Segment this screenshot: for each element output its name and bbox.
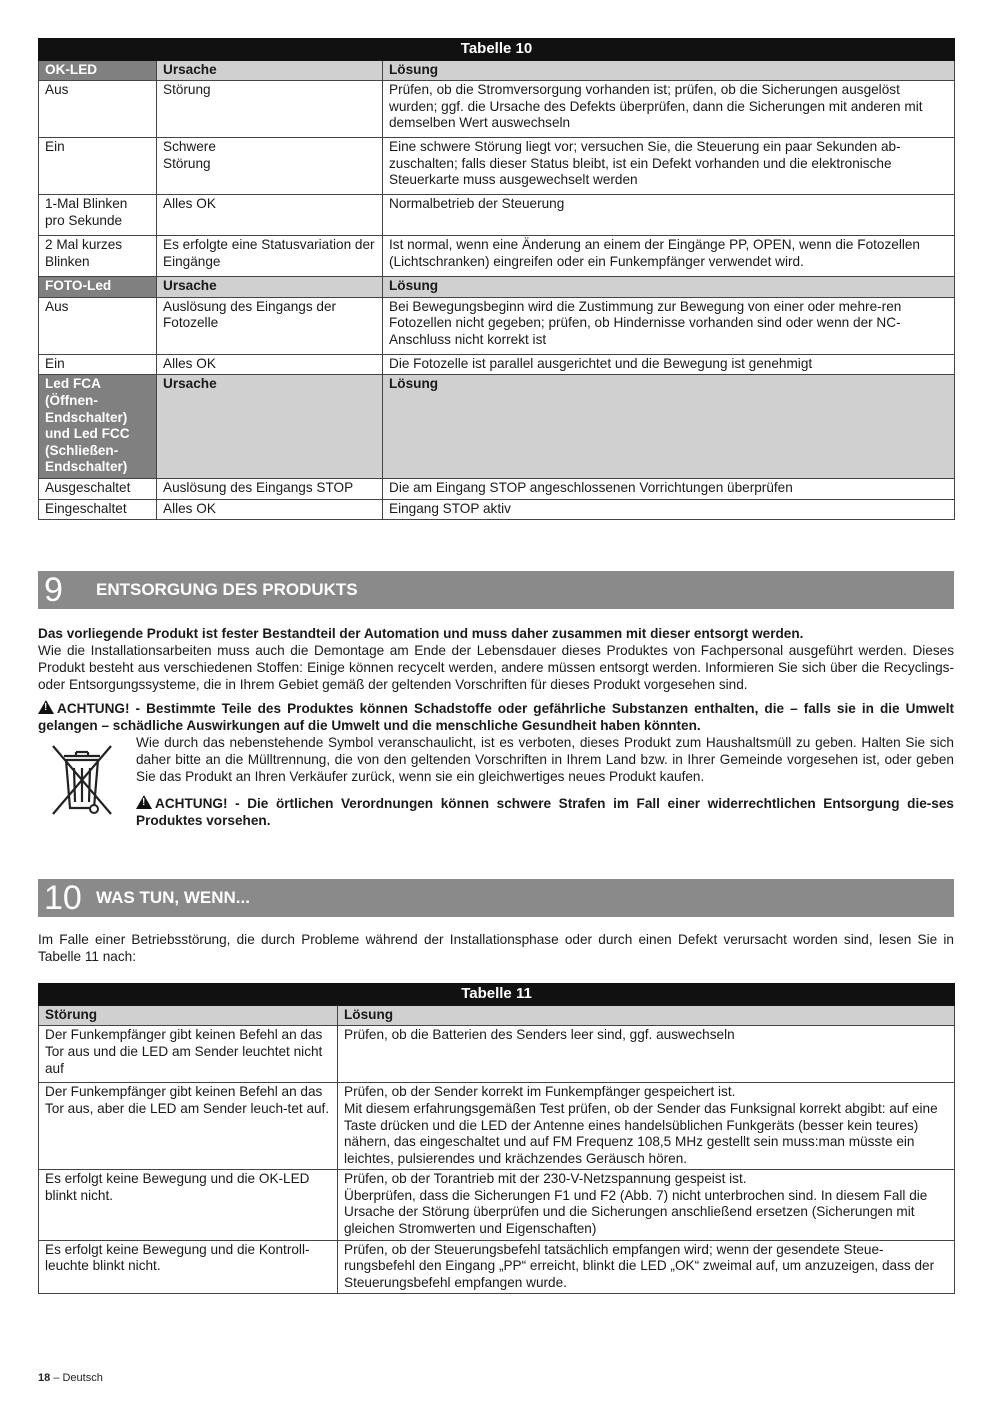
table-header-row [39, 375, 955, 479]
page-footer [38, 1372, 103, 1384]
cell-state: Aus [39, 81, 157, 138]
cell-state: Aus [39, 297, 157, 354]
cell-solution: Prüfen, ob die Stromversorgung vorhanden ist; prüfen, ob die Sicherungen ausgelöst wurden; ggf. die Ursache des Defekts überprüfen, dann die Sicherungen mit anderen mit demselben Wert auswechseln [383, 81, 955, 138]
cell-solution: Ist normal, wenn eine Änderung an einem der Eingänge PP, OPEN, wenn die Fotozellen (Lichtschranken) eingreifen oder ein Funkempfänger verwendet wird. [383, 236, 955, 277]
cell-solution: Prüfen, ob der Sender korrekt im Funkempfänger gespeichert ist. Mit diesem erfahrungsgemäßen Test prüfen, ob der Sender das Funksignal korrekt abgibt: auf eine Taste drücken und die LED der Antenne eines handelsüblichen Funkgeräts (besser kein teures) nähern, das eingeschaltet und auf FM Frequenz 108,5 MHz gestellt sein muss:man müsste ein leichtes, pulsierendes und krächzendes Geräusch hören. [338, 1083, 955, 1170]
header-fault: Störung [39, 1005, 338, 1026]
warning-paragraph [38, 700, 954, 734]
cell-fault: Es erfolgt keine Bewegung und die OK-LED blinkt nicht. [39, 1170, 338, 1240]
cell-fault: Der Funkempfänger gibt keinen Befehl an das Tor aus und die LED am Sender leuchtet nicht auf [39, 1026, 338, 1083]
cell-solution: Bei Bewegungsbeginn wird die Zustimmung zur Bewegung von einer oder mehre-ren Fotozellen nicht gegeben; prüfen, ob Hindernisse vorhanden sind oder wenn der NC-Anschluss nicht korrekt ist [383, 297, 955, 354]
cell-state: Eingeschaltet [39, 499, 157, 520]
page-number: 18 [38, 1372, 51, 1384]
header-solution: Lösung [383, 375, 955, 479]
cell-solution: Eingang STOP aktiv [383, 499, 955, 520]
table-caption: Tabelle 10 [39, 39, 955, 61]
header-cause: Ursache [157, 375, 383, 479]
cell-state: 2 Mal kurzes Blinken [39, 236, 157, 277]
warning-text: ACHTUNG! - Bestimmte Teile des Produktes können Schadstoffe oder gefährliche Substanzen enthalten, die – falls sie in die Umwelt gelangen – schädliche Auswirkungen auf die Umwelt und die menschliche Gesundheit haben könnten. [38, 701, 954, 734]
cell-solution: Die Fotozelle ist parallel ausgerichtet und die Bewegung ist genehmigt [383, 354, 955, 375]
table-row [39, 354, 955, 375]
table-11 [38, 983, 955, 1294]
table-header-row [39, 1005, 955, 1026]
cell-cause: Alles OK [157, 499, 383, 520]
cell-cause: Auslösung des Eingangs STOP [157, 478, 383, 499]
header-cause: Ursache [157, 277, 383, 298]
section-9-paragraph: Wie die Installationsarbeiten muss auch die Demontage am Ende der Lebensdauer dieses Produktes von Fachpersonal ausgeführt werden. Dieses Produkt besteht aus verschiedenen Stoffen: Einige können recycelt werden, andere müssen entsorgt werden. Informieren Sie sich über die Recyclings- oder Entsorgungssysteme, die in Ihrem Gebiet gemäß der geltenden Vorschriften für dieses Produkt vorgesehen sind. [38, 643, 954, 693]
section-number: 9 [44, 571, 63, 610]
cell-state: 1-Mal Blinken pro Sekunde [39, 195, 157, 236]
section-9-lead: Das vorliegende Produkt ist fester Bestandteil der Automation und muss daher zusammen mit dieser entsorgt werden. [38, 626, 804, 642]
cell-solution: Prüfen, ob der Steuerungsbefehl tatsächlich empfangen wird; wenn der gesendete Steue-rungsbefehl den Eingang „PP“ erreicht, blinkt die LED „OK“ zweimal auf, um anzuzeigen, dass der Steuerungsbefehl empfangen wurde. [338, 1240, 955, 1294]
cell-state: Ausgeschaltet [39, 478, 157, 499]
table-caption: Tabelle 11 [39, 984, 955, 1006]
cell-solution: Eine schwere Störung liegt vor; versuchen Sie, die Steuerung ein paar Sekunden ab-zuschalten; falls dieser Status bleibt, ist ein Defekt vorhanden und die elektronische Steuerkarte muss ausgewechselt werden [383, 138, 955, 195]
table-row [39, 297, 955, 354]
document-page [38, 38, 954, 1294]
header-key: FOTO-Led [39, 277, 157, 298]
section-title: WAS TUN, WENN... [96, 888, 250, 908]
section-title: ENTSORGUNG DES PRODUKTS [96, 580, 358, 600]
section-9-header [38, 571, 954, 609]
warning-paragraph [136, 795, 954, 829]
header-solution: Lösung [383, 60, 955, 81]
cell-cause: Es erfolgte eine Statusvariation der Eingänge [157, 236, 383, 277]
section-10-header [38, 879, 954, 917]
table-row [39, 1240, 955, 1294]
table-row [39, 1026, 955, 1083]
table-10 [38, 38, 955, 520]
header-key: OK-LED [39, 60, 157, 81]
cell-cause: Alles OK [157, 354, 383, 375]
table-row [39, 499, 955, 520]
cell-solution: Normalbetrieb der Steuerung [383, 195, 955, 236]
cell-cause: Alles OK [157, 195, 383, 236]
footer-language: – Deutsch [53, 1372, 103, 1384]
cell-cause: Störung [157, 81, 383, 138]
cell-fault: Es erfolgt keine Bewegung und die Kontroll-leuchte blinkt nicht. [39, 1240, 338, 1294]
table-row [39, 138, 955, 195]
warning-icon [136, 795, 152, 809]
header-solution: Lösung [338, 1005, 955, 1026]
cell-cause: Auslösung des Eingangs der Fotozelle [157, 297, 383, 354]
disposal-paragraph: Wie durch das nebenstehende Symbol veranschaulicht, ist es verboten, dieses Produkt zum Haushaltsmüll zu geben. Halten Sie sich daher bitte an die Mülltrennung, die von den geltenden Vorschriften in Ihrem Land bzw. in Ihrer Gemeinde vorgesehen ist, oder geben Sie das Produkt an Ihren Verkäufer zurück, wenn sie ein gleichwertiges neues Produkt kaufen. [136, 735, 954, 785]
table-row [39, 236, 955, 277]
cell-solution: Prüfen, ob der Torantrieb mit der 230-V-Netzspannung gespeist ist. Überprüfen, dass die Sicherungen F1 und F2 (Abb. 7) nicht unterbrochen sind. In diesem Fall die Ursache der Störung überprüfen und die Sicherungen anschließend ersetzen (Sicherungen mit gleichen Stromwerten und Eigenschaften) [338, 1170, 955, 1240]
header-key: Led FCA (Öffnen-Endschalter) und Led FCC (Schließen-Endschalter) [39, 375, 157, 479]
section-number: 10 [44, 879, 82, 918]
cell-fault: Der Funkempfänger gibt keinen Befehl an das Tor aus, aber die LED am Sender leuch-tet auf. [39, 1083, 338, 1170]
table-row [39, 1170, 955, 1240]
header-solution: Lösung [383, 277, 955, 298]
disposal-block [38, 734, 954, 838]
cell-state: Ein [39, 138, 157, 195]
table-header-row [39, 60, 955, 81]
table-row [39, 81, 955, 138]
cell-solution: Die am Eingang STOP angeschlossenen Vorrichtungen überprüfen [383, 478, 955, 499]
warning-icon [38, 700, 54, 714]
cell-cause: Schwere Störung [157, 138, 383, 195]
crossed-bin-icon [50, 742, 114, 818]
cell-solution: Prüfen, ob die Batterien des Senders leer sind, ggf. auswechseln [338, 1026, 955, 1083]
table-row [39, 195, 955, 236]
cell-state: Ein [39, 354, 157, 375]
section-10-intro: Im Falle einer Betriebsstörung, die durch Probleme während der Installationsphase oder durch einen Defekt verursacht worden sind, lesen Sie in Tabelle 11 nach: [38, 932, 954, 965]
table-row [39, 1083, 955, 1170]
warning-text: ACHTUNG! - Die örtlichen Verordnungen können schwere Strafen im Fall einer widerrechtlichen Entsorgung die-ses Produktes vorsehen. [136, 796, 954, 829]
table-row [39, 478, 955, 499]
header-cause: Ursache [157, 60, 383, 81]
table-header-row [39, 277, 955, 298]
